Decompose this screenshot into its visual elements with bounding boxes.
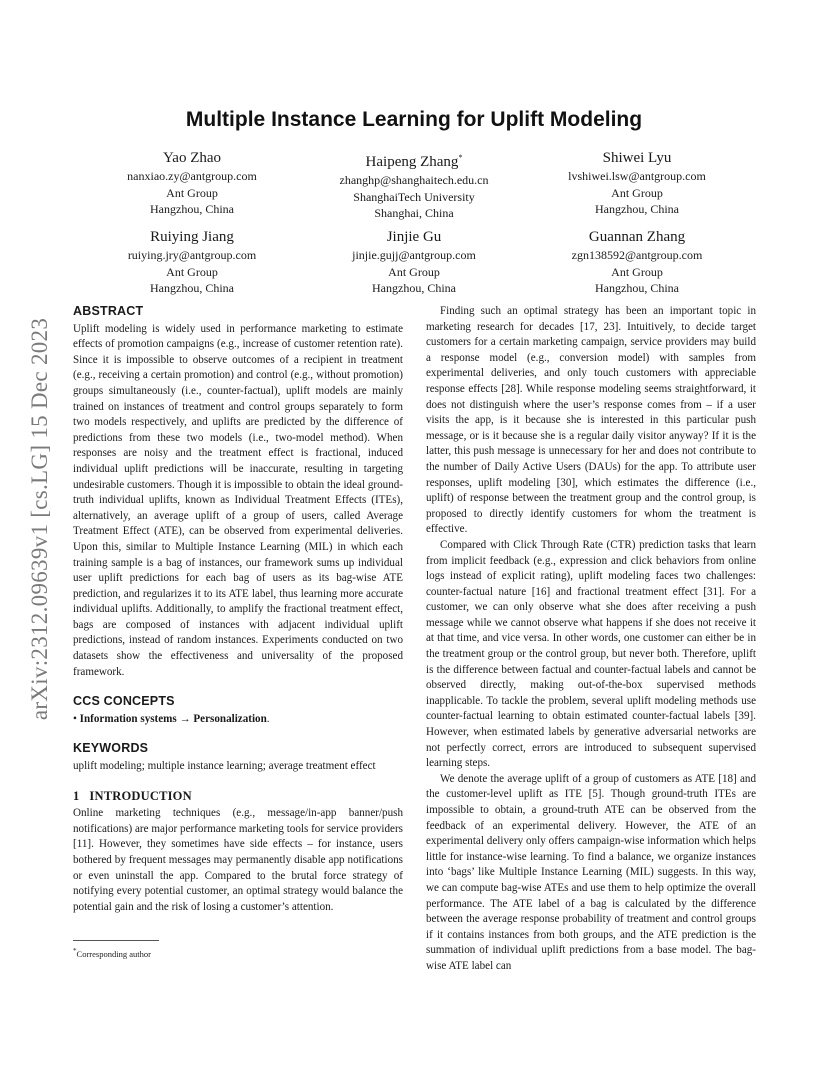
author-name: Guannan Zhang [588, 229, 686, 245]
author-name: Ruiying Jiang [150, 229, 234, 245]
footnote-mark: * [73, 947, 77, 955]
keywords-heading: KEYWORDS [73, 741, 149, 756]
author-email: jinjie.gujj@antgroup.com [352, 248, 476, 262]
arxiv-stamp-text: arXiv:2312.09639v1 [cs.LG] 15 Dec 2023 [27, 317, 53, 721]
author-location: Hangzhou, China [595, 281, 679, 295]
introduction-heading: 1 INTRODUCTION [73, 788, 192, 803]
author-location: Hangzhou, China [372, 281, 456, 295]
corresponding-mark: * [458, 153, 463, 162]
author-name: Jinjie Gu [386, 229, 442, 245]
author-location: Shanghai, China [374, 206, 454, 220]
author-block [522, 227, 752, 297]
author-affiliation: Ant Group [388, 264, 440, 279]
author-email: nanxiao.zy@antgroup.com [127, 169, 257, 183]
footnote-text: Corresponding author [76, 948, 151, 959]
left-column [73, 304, 403, 915]
author-block [77, 148, 307, 218]
author-affiliation: Ant Group [611, 264, 663, 279]
author-email: ruiying.jry@antgroup.com [127, 248, 257, 262]
abstract-heading: ABSTRACT [73, 304, 144, 318]
author-affiliation: ShanghaiTech University [353, 189, 475, 204]
footnote-divider [73, 940, 159, 941]
author-location: Hangzhou, China [150, 202, 234, 216]
ccs-heading: CCS CONCEPTS [73, 694, 175, 709]
author-email: zhanghp@shanghaitech.edu.cn [339, 173, 489, 187]
footnote [73, 947, 151, 959]
abstract-text: Uplift modeling is widely used in performance marketing to estimate effects of promotion campaigns (e.g., increase of customer retention rate). Since it is impossible to observe outcomes of a recipient in treatment (e.g., receiving a certain promotion) and control (e.g., without promotion) groups simultaneously (i.e., counter-factual), uplift models are mainly trained on instances of treatment and control groups separately to form two models respectively, and uplifts are predicted by the difference of predictions from these two models (i.e., two-model method). When responses are noisy and the treatment effect is fractional, induced individual uplift predictions will be inaccurate, resulting in targeting undesirable customers. Though it is impossible to obtain the ideal ground-truth individual uplifts, known as Individual Treatment Effects (ITEs), alternatively, an average uplift of a group of users, called Average Treatment Effect (ATE), can be observed from experimental deliveries. Upon this, similar to Multiple Instance Learning (MIL) in which each training sample is a bag of instances, our framework sums up individual user uplift predictions for each bag of users as its bag-wise ATE prediction, and regularizes it to its ATE label, thus learning more accurate individual uplifts. Additionally, to amplify the fractional treatment effect, bags are composed of instances with adjacent individual uplift predictions, instead of random instances. Experiments conducted on two datasets show the effectiveness and universality of the proposed framework. [73, 322, 403, 678]
author-block [299, 148, 529, 222]
ccs-concepts: • Information systems → Personalization. [73, 712, 270, 725]
arxiv-stamp [20, 288, 60, 750]
keywords-text: uplift modeling; multiple instance learning; average treatment effect [73, 760, 376, 773]
body-paragraph: We denote the average uplift of a group of customers as ATE [18] and the customer-level uplift as ITE [5]. Though ground-truth ITEs are impossible to obtain, a ground-truth ATE can be observed from the feedback of an experimental delivery. However, the ATE of an experimental delivery only offers campaign-wise information which helps little for instance-wise learning. To find a balance, we organize instances into ‘bags’ like Multiple Instance Learning (MIL) suggests. In this way, we can compute bag-wise ATEs and use them to help optimize the overall performance. The ATE label of a bag is calculated by the difference between the average response probability of treatment and control groups if it contains instances from both groups, and the ATE prediction is the summation of individual uplift predictions from a base model. The bag-wise ATE label can [426, 772, 756, 972]
author-location: Hangzhou, China [595, 202, 679, 216]
author-name: Haipeng Zhang* [365, 153, 463, 170]
author-affiliation: Ant Group [166, 264, 218, 279]
author-email: zgn138592@antgroup.com [571, 248, 703, 262]
body-paragraph: Finding such an optimal strategy has been an important topic in marketing research for decades [17, 23]. Intuitively, to decide target customers for a certain marketing campaign, service providers may build a response model (e.g., conversion model) with samples from experimental deliveries, and only touch customers with appreciable response effects [28]. While response modeling seems straightforward, it does not distinguish where the user’s response comes from – if a user visits the app, is it because she is interested in this particular push message, or is it because she is a regular daily visitor anyway? If it is the latter, this push message is unnecessary for her and does not contribute to the number of Daily Active Users (DAUs) for the app. To attribute user responses, uplift modeling [30], which estimates the difference (i.e., uplift) of response between the treatment group and the control group, is proposed to directly identify customers for whom the treatment is effective. [426, 305, 756, 536]
author-block [522, 148, 752, 218]
author-name: Yao Zhao [162, 150, 222, 166]
author-email: lvshiwei.lsw@antgroup.com [568, 169, 706, 183]
paper-title: Multiple Instance Learning for Uplift Modeling [185, 108, 643, 131]
author-block [299, 227, 529, 297]
body-paragraph: Compared with Click Through Rate (CTR) prediction tasks that learn from implicit feedback (e.g., expression and click behaviors from online logs instead of explicit rating), uplift modeling faces two challenges: counter-factual nature [16] and fractional treatment effect [31]. For a customer, we can only observe what she does after receiving a push message while we cannot observe what happens if she does not receive it at that time, and vice versa. In other words, one customer can either be in the treatment group or the control group, but never both. Therefore, uplift is the difference between factual and counter-factual labels and cannot be observed directly, making out-of-the-box supervised methods inapplicable. To tackle the problem, several uplift modeling methods use counter-factual learning to obtain estimated counter-factual labels [39]. However, when estimated labels by generative adversarial networks are not perfectly correct, errors are introduced to subsequent supervised learning steps. [426, 538, 756, 770]
author-affiliation: Ant Group [611, 185, 663, 200]
author-affiliation: Ant Group [166, 185, 218, 200]
author-block [77, 227, 307, 297]
author-name: Shiwei Lyu [602, 150, 672, 166]
author-location: Hangzhou, China [150, 281, 234, 295]
introduction-paragraph: Online marketing techniques (e.g., message/in-app banner/push notifications) are major performance marketing tools for service providers [11]. However, they sometimes have side effects – for instance, users bothered by frequent messages may permanently disable app notifications or even uninstall the app. Compared to the brutal force strategy of notifying every potential customer, an optimal strategy would balance the potential gain and the risk of losing a customer’s attention. [73, 807, 403, 913]
right-column [426, 304, 756, 975]
